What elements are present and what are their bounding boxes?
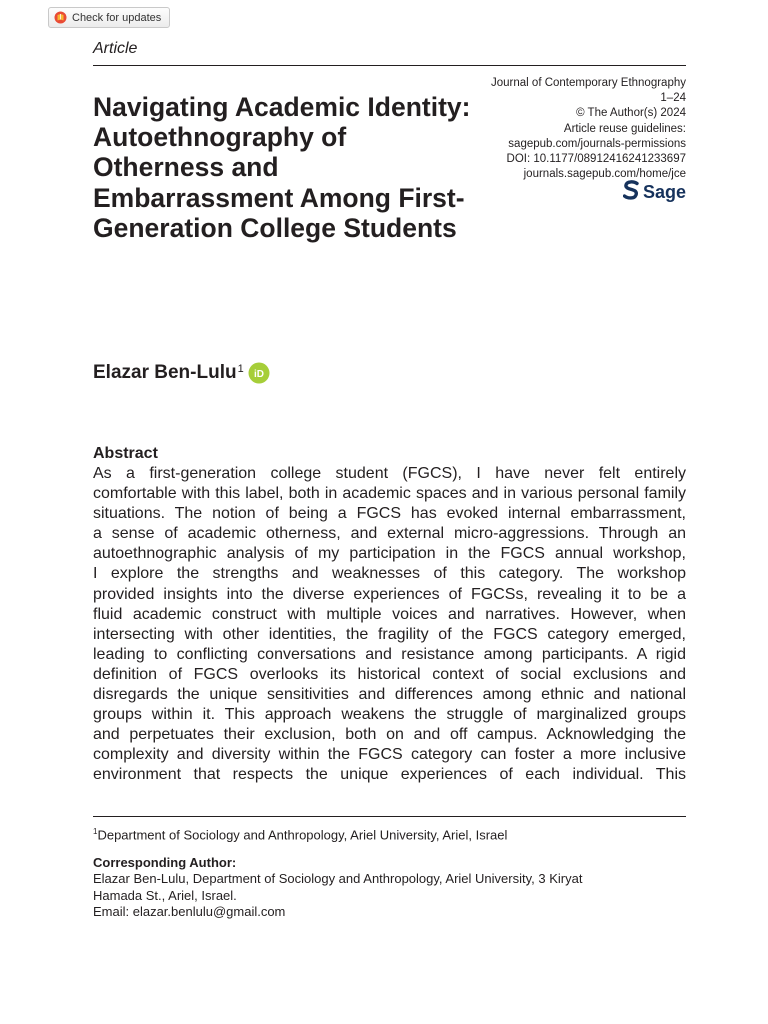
abstract-line: complexity and diversity within the FGCS category can foster a more inclusive	[93, 746, 686, 764]
check-for-updates-button[interactable]	[48, 7, 170, 28]
abstract-line: autoethnographic analysis of my participation in the FGCS annual workshop,	[93, 545, 686, 563]
abstract-line: provided insights into the diverse experiences of FGCSs, revealing it to be a	[93, 585, 686, 603]
abstract-line: and perpetuates their exclusion, both on and off campus. Acknowledging the	[93, 726, 686, 744]
abstract-heading: Abstract	[93, 445, 158, 462]
doi-link[interactable]: DOI: 10.1177/08912416241233697	[506, 153, 686, 166]
check-for-updates-icon	[54, 11, 67, 24]
svg-text:iD: iD	[253, 369, 264, 380]
corresponding-author-address: Elazar Ben-Lulu, Department of Sociology and Anthropology, Ariel University, 3 Kiryat	[93, 871, 583, 886]
abstract-line: As a first-generation college student (FGCS), I have never felt entirely	[93, 465, 686, 482]
reuse-guidelines-label: Article reuse guidelines:	[563, 122, 686, 135]
article-title: Navigating Academic Identity: Autoethnography of Otherness and Embarrassment Among First-Generation College Students	[93, 92, 471, 243]
abstract-body	[93, 464, 686, 786]
abstract-line: groups within it. This approach weakens the struggle of marginalized groups	[93, 706, 686, 724]
sage-s-icon	[623, 180, 639, 205]
publisher-name: Sage	[642, 182, 686, 202]
author-affiliation-mark: 1	[237, 363, 244, 375]
footnote-divider	[93, 816, 686, 817]
abstract-line: comfortable with this label, both in academic spaces and in various personal family	[93, 485, 686, 503]
journal-name: Journal of Contemporary Ethnography	[491, 77, 686, 89]
header-divider	[93, 65, 686, 66]
abstract-line: definition of FGCS overlooks its historical context of social exclusions and	[93, 665, 686, 683]
corresponding-author-details	[93, 871, 686, 921]
copyright: © The Author(s) 2024	[576, 107, 686, 120]
author-line	[93, 362, 270, 384]
abstract-line: leading to conflicting conversations and resistance among participants. A rigid	[93, 645, 686, 663]
corresponding-author-address-cont: Hamada St., Ariel, Israel.	[93, 887, 237, 903]
abstract-line: situations. The notion of being a FGCS has evoked internal embarrassment,	[93, 505, 686, 523]
journal-homepage-link[interactable]: journals.sagepub.com/home/jce	[523, 168, 686, 181]
affiliation-mark: 1	[93, 827, 98, 836]
orcid-icon[interactable]	[248, 362, 270, 384]
reuse-guidelines-link[interactable]: sagepub.com/journals-permissions	[508, 137, 686, 150]
abstract-line: fluid academic construct with multiple voices and narratives. However, when	[93, 605, 686, 623]
abstract-line: environment that respects the unique experiences of each individual. This	[93, 766, 686, 784]
abstract-line: disregards the unique sensitivities and differences among ethnic and national	[93, 686, 686, 704]
article-type-label: Article	[93, 40, 138, 57]
affiliation-footnote	[93, 827, 507, 842]
corresponding-author-heading: Corresponding Author:	[93, 855, 237, 870]
check-for-updates-label: Check for updates	[72, 11, 162, 24]
page-range: 1–24	[660, 92, 686, 105]
publisher-logo	[623, 180, 686, 205]
journal-meta	[491, 76, 686, 182]
affiliation-text: Department of Sociology and Anthropology, Ariel University, Ariel, Israel	[97, 827, 508, 843]
abstract-line: a sense of academic otherness, and external micro-aggressions. Through an	[93, 525, 686, 543]
abstract-line: I explore the strengths and weaknesses of this category. The workshop	[93, 565, 686, 583]
corresponding-author-email[interactable]: Email: elazar.benlulu@gmail.com	[93, 904, 286, 920]
abstract-line: intersecting with other identities, the fragility of the FGCS category emerged,	[93, 625, 686, 643]
author-name: Elazar Ben-Lulu	[93, 362, 237, 383]
